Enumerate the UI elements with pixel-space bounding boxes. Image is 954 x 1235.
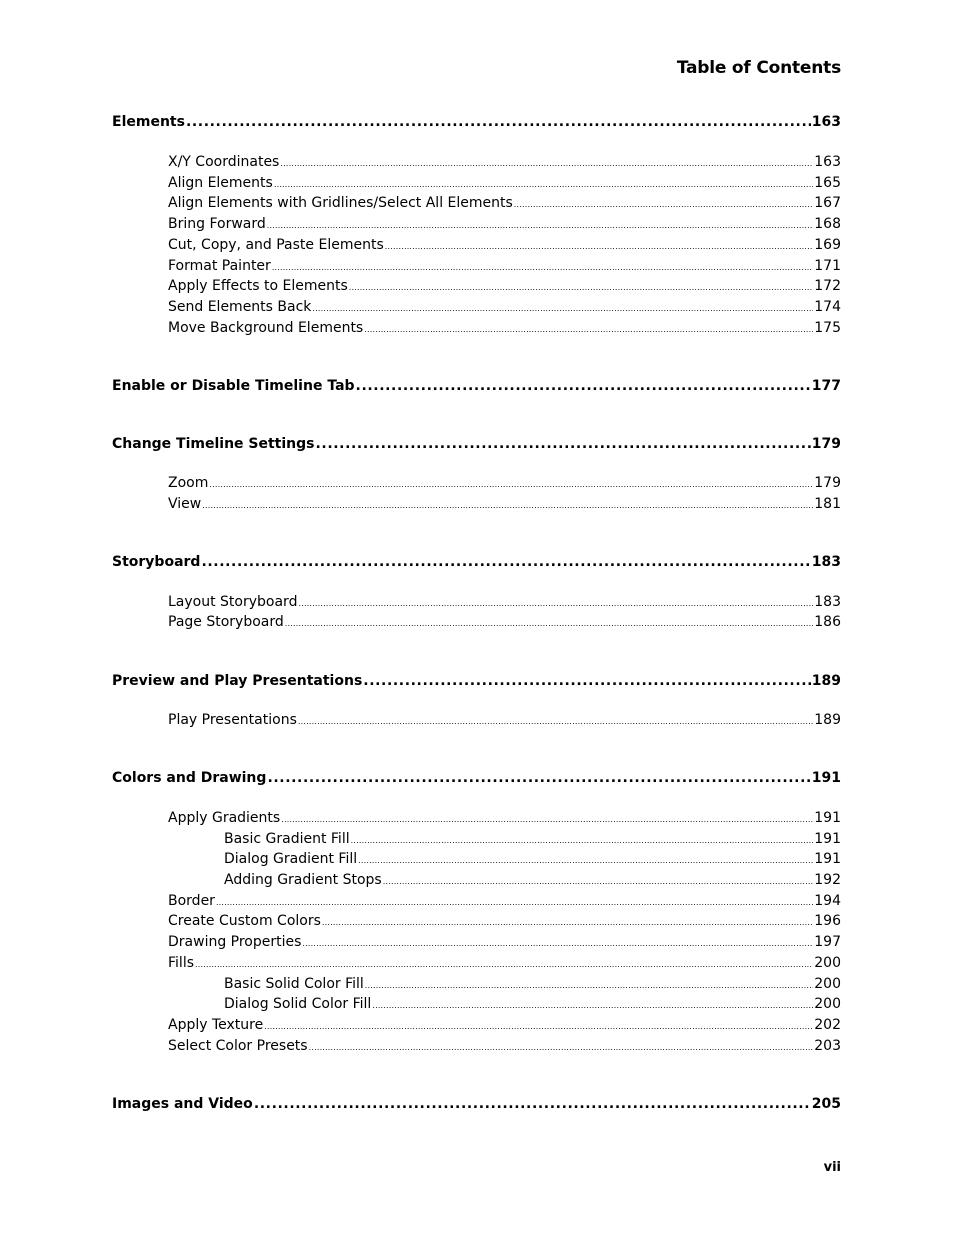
toc-entry-page: 163 <box>811 114 841 130</box>
toc-entry-section[interactable] <box>0 216 954 236</box>
toc-entry-section[interactable] <box>0 614 954 634</box>
toc-entry-page: 174 <box>814 299 841 315</box>
toc-leader-dots <box>363 673 810 689</box>
toc-entry-page: 205 <box>811 1096 841 1112</box>
toc-leader-dots <box>358 851 813 867</box>
toc-leader-dots <box>322 913 813 929</box>
toc-entry-page: 200 <box>814 996 841 1012</box>
toc-entry-chapter[interactable] <box>0 673 954 693</box>
toc-entry-section[interactable] <box>0 810 954 830</box>
toc-entry-chapter[interactable] <box>0 114 954 134</box>
toc-entry-page: 189 <box>814 712 841 728</box>
toc-entry-page: 200 <box>814 955 841 971</box>
toc-entry-page: 167 <box>814 195 841 211</box>
toc-entry-page: 191 <box>811 770 841 786</box>
toc-leader-dots <box>309 1038 814 1054</box>
toc-leader-dots <box>514 195 813 211</box>
toc-entry-page: 200 <box>814 976 841 992</box>
toc-entry-page: 191 <box>814 810 841 826</box>
toc-entry-title: Send Elements Back <box>168 299 312 315</box>
toc-leader-dots <box>316 436 811 452</box>
toc-entry-title: Apply Effects to Elements <box>168 278 348 294</box>
toc-entry-title: Page Storyboard <box>168 614 284 630</box>
toc-entry-page: 175 <box>814 320 841 336</box>
toc-entry-title: Elements <box>112 114 185 130</box>
toc-entry-section[interactable] <box>0 154 954 174</box>
toc-entry-section[interactable] <box>0 496 954 516</box>
toc-entry-page: 183 <box>811 554 841 570</box>
toc-entry-title: Change Timeline Settings <box>112 436 315 452</box>
toc-leader-dots <box>186 114 811 130</box>
toc-entry-chapter[interactable] <box>0 378 954 398</box>
toc-entry-page: 168 <box>814 216 841 232</box>
toc-entry-title: Apply Texture <box>168 1017 264 1033</box>
toc-leader-dots <box>351 831 814 847</box>
toc-entry-chapter[interactable] <box>0 770 954 790</box>
toc-entry-page: 183 <box>814 594 841 610</box>
toc-entry-title: Select Color Presets <box>168 1038 308 1054</box>
toc-entry-section[interactable] <box>0 299 954 319</box>
toc-entry-section[interactable] <box>0 320 954 340</box>
toc-entry-page: 172 <box>814 278 841 294</box>
toc-entry-title: Format Painter <box>168 258 271 274</box>
toc-entry-section[interactable] <box>0 1017 954 1037</box>
toc-leader-dots <box>267 770 810 786</box>
toc-leader-dots <box>201 554 810 570</box>
toc-entry-title: Fills <box>168 955 194 971</box>
toc-entry-section[interactable] <box>0 175 954 195</box>
toc-entry-section[interactable] <box>0 237 954 257</box>
toc-entry-title: Align Elements with Gridlines/Select All Elements <box>168 195 513 211</box>
toc-leader-dots <box>272 258 813 274</box>
toc-entry-title: Images and Video <box>112 1096 253 1112</box>
toc-entry-section[interactable] <box>0 278 954 298</box>
toc-entry-page: 203 <box>814 1038 841 1054</box>
toc-entry-title: Basic Gradient Fill <box>224 831 350 847</box>
toc-leader-dots <box>274 175 813 191</box>
toc-entry-page: 186 <box>814 614 841 630</box>
toc-entry-title: View <box>168 496 202 512</box>
toc-leader-dots <box>285 614 814 630</box>
toc-entry-section[interactable] <box>0 594 954 614</box>
toc-entry-section[interactable] <box>0 913 954 933</box>
toc-leader-dots <box>356 378 811 394</box>
toc-entry-title: Create Custom Colors <box>168 913 321 929</box>
toc-leader-dots <box>267 216 814 232</box>
toc-entry-title: Drawing Properties <box>168 934 302 950</box>
toc-entry-page: 179 <box>811 436 841 452</box>
toc-entry-title: Preview and Play Presentations <box>112 673 363 689</box>
toc-leader-dots <box>281 810 813 826</box>
toc-entry-page: 165 <box>814 175 841 191</box>
toc-leader-dots <box>372 996 813 1012</box>
toc-entry-chapter[interactable] <box>0 436 954 456</box>
toc-entry-title: Zoom <box>168 475 209 491</box>
toc-entry-title: Align Elements <box>168 175 273 191</box>
toc-leader-dots <box>216 893 813 909</box>
toc-entry-title: Storyboard <box>112 554 201 570</box>
toc-leader-dots <box>302 934 813 950</box>
page-number: vii <box>823 1160 841 1175</box>
toc-entry-title: Enable or Disable Timeline Tab <box>112 378 355 394</box>
toc-entry-section[interactable] <box>0 955 954 975</box>
toc-entry-subsection[interactable] <box>0 996 954 1016</box>
toc-leader-dots <box>365 976 813 992</box>
toc-entry-subsection[interactable] <box>0 851 954 871</box>
toc-entry-page: 179 <box>814 475 841 491</box>
toc-entry-subsection[interactable] <box>0 976 954 996</box>
toc-leader-dots <box>383 872 814 888</box>
toc-entry-page: 196 <box>814 913 841 929</box>
toc-entry-title: Play Presentations <box>168 712 297 728</box>
toc-leader-dots <box>209 475 813 491</box>
toc-entry-section[interactable] <box>0 934 954 954</box>
toc-entry-page: 177 <box>811 378 841 394</box>
toc-entry-section[interactable] <box>0 475 954 495</box>
toc-leader-dots <box>385 237 814 253</box>
toc-entry-section[interactable] <box>0 893 954 913</box>
toc-entry-page: 202 <box>814 1017 841 1033</box>
toc-entry-title: Move Background Elements <box>168 320 364 336</box>
toc-leader-dots <box>349 278 813 294</box>
toc-entry-chapter[interactable] <box>0 1096 954 1116</box>
toc-entry-page: 197 <box>814 934 841 950</box>
toc-entry-page: 181 <box>814 496 841 512</box>
toc-entry-title: Layout Storyboard <box>168 594 298 610</box>
toc-entry-page: 194 <box>814 893 841 909</box>
toc-entry-title: Border <box>168 893 215 909</box>
toc-entry-title: X/Y Coordinates <box>168 154 280 170</box>
toc-entry-subsection[interactable] <box>0 872 954 892</box>
toc-leader-dots <box>254 1096 811 1112</box>
toc-leader-dots <box>264 1017 813 1033</box>
toc-entry-title: Apply Gradients <box>168 810 281 826</box>
toc-leader-dots <box>280 154 813 170</box>
toc-entry-page: 163 <box>814 154 841 170</box>
toc-leader-dots <box>195 955 813 971</box>
toc-entry-title: Dialog Gradient Fill <box>224 851 358 867</box>
toc-entry-section[interactable] <box>0 1038 954 1058</box>
toc-entry-page: 171 <box>814 258 841 274</box>
toc-entry-title: Colors and Drawing <box>112 770 267 786</box>
toc-entry-title: Cut, Copy, and Paste Elements <box>168 237 384 253</box>
toc-leader-dots <box>202 496 813 512</box>
toc-entry-page: 192 <box>814 872 841 888</box>
toc-entry-title: Basic Solid Color Fill <box>224 976 364 992</box>
toc-leader-dots <box>364 320 813 336</box>
toc-leader-dots <box>312 299 813 315</box>
toc-entry-subsection[interactable] <box>0 831 954 851</box>
page-title: Table of Contents <box>676 58 841 78</box>
toc-entry-section[interactable] <box>0 195 954 215</box>
toc-entry-page: 191 <box>814 851 841 867</box>
toc-leader-dots <box>298 594 813 610</box>
toc-entry-page: 191 <box>814 831 841 847</box>
toc-entry-section[interactable] <box>0 258 954 278</box>
toc-entry-title: Dialog Solid Color Fill <box>224 996 372 1012</box>
toc-entry-page: 169 <box>814 237 841 253</box>
toc-entry-page: 189 <box>811 673 841 689</box>
toc-entry-title: Bring Forward <box>168 216 266 232</box>
toc-entry-title: Adding Gradient Stops <box>224 872 382 888</box>
toc-entry-chapter[interactable] <box>0 554 954 574</box>
toc-leader-dots <box>298 712 813 728</box>
toc-entry-section[interactable] <box>0 712 954 732</box>
